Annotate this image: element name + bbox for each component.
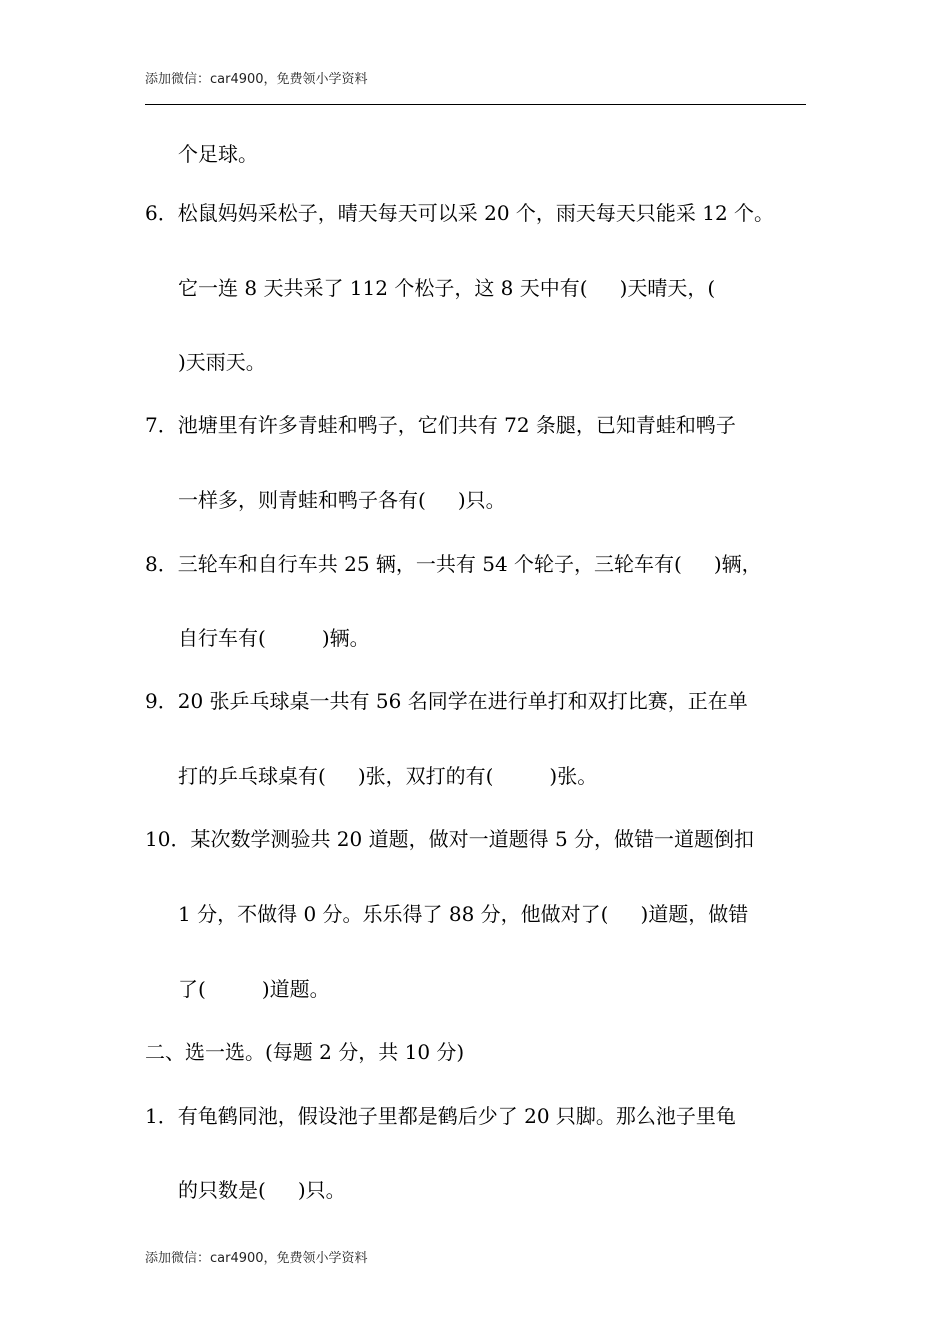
question-text: )天晴天，( <box>619 276 716 300</box>
question-text: )张。 <box>549 764 598 788</box>
page-footer: 添加微信：car4900，免费领小学资料 <box>145 1251 368 1266</box>
section-title: 二、选一选。(每题 2 分，共 10 分) <box>145 1040 465 1064</box>
question-number: 7． <box>145 413 178 437</box>
question-8 <box>145 552 762 576</box>
question-text: 三轮车和自行车共 25 辆，一共有 54 个轮子，三轮车有( <box>177 552 682 576</box>
question-number: 1． <box>145 1104 178 1128</box>
question-10-line-2 <box>178 902 748 926</box>
question-text: 一样多，则青蛙和鸭子各有( <box>178 488 426 512</box>
question-8-line-2 <box>178 626 370 650</box>
question-text: )道题，做错 <box>640 902 749 926</box>
continuation-text: 个足球。 <box>178 142 258 166</box>
question-text: 池塘里有许多青蛙和鸭子，它们共有 72 条腿，已知青蛙和鸭子 <box>177 413 736 437</box>
question-6 <box>145 201 774 225</box>
question-number: 10． <box>145 827 191 851</box>
question-text: )张，双打的有( <box>357 764 494 788</box>
question-number: 9． <box>145 689 178 713</box>
question-9 <box>145 689 748 713</box>
question-text: 某次数学测验共 20 道题，做对一道题得 5 分，做错一道题倒扣 <box>190 827 755 851</box>
question-text: 有龟鹤同池，假设池子里都是鹤后少了 20 只脚。那么池子里龟 <box>177 1104 736 1128</box>
question-text: 20 张乒乓球桌一共有 56 名同学在进行单打和双打比赛，正在单 <box>177 689 748 713</box>
question-9-line-2 <box>178 764 597 788</box>
question-text: 的只数是( <box>178 1178 266 1202</box>
question-10 <box>145 827 754 851</box>
question-7-line-2 <box>178 488 506 512</box>
question-text: )只。 <box>297 1178 346 1202</box>
question-text: )辆， <box>713 552 762 576</box>
question-6-line-3: )天雨天。 <box>178 350 266 374</box>
question-text: 松鼠妈妈采松子，晴天每天可以采 20 个，雨天每天只能采 12 个。 <box>177 201 775 225</box>
question-text: 打的乒乓球桌有( <box>178 764 326 788</box>
question-text: 自行车有( <box>178 626 266 650</box>
question-text: 了( <box>178 977 206 1001</box>
header-divider <box>145 104 806 105</box>
question-7 <box>145 413 736 437</box>
question-text: )只。 <box>457 488 506 512</box>
page-header: 添加微信：car4900，免费领小学资料 <box>145 72 368 87</box>
question-text: 它一连 8 天共采了 112 个松子，这 8 天中有( <box>178 276 588 300</box>
question-number: 8． <box>145 552 178 576</box>
question-number: 6． <box>145 201 178 225</box>
question-text: 1 分，不做得 0 分。乐乐得了 88 分，他做对了( <box>178 902 609 926</box>
question-text: )道题。 <box>261 977 330 1001</box>
section-2-question-1-line-2 <box>178 1178 346 1202</box>
question-6-line-2 <box>178 276 715 300</box>
section-2-question-1 <box>145 1104 736 1128</box>
question-text: )辆。 <box>321 626 370 650</box>
question-10-line-3 <box>178 977 330 1001</box>
